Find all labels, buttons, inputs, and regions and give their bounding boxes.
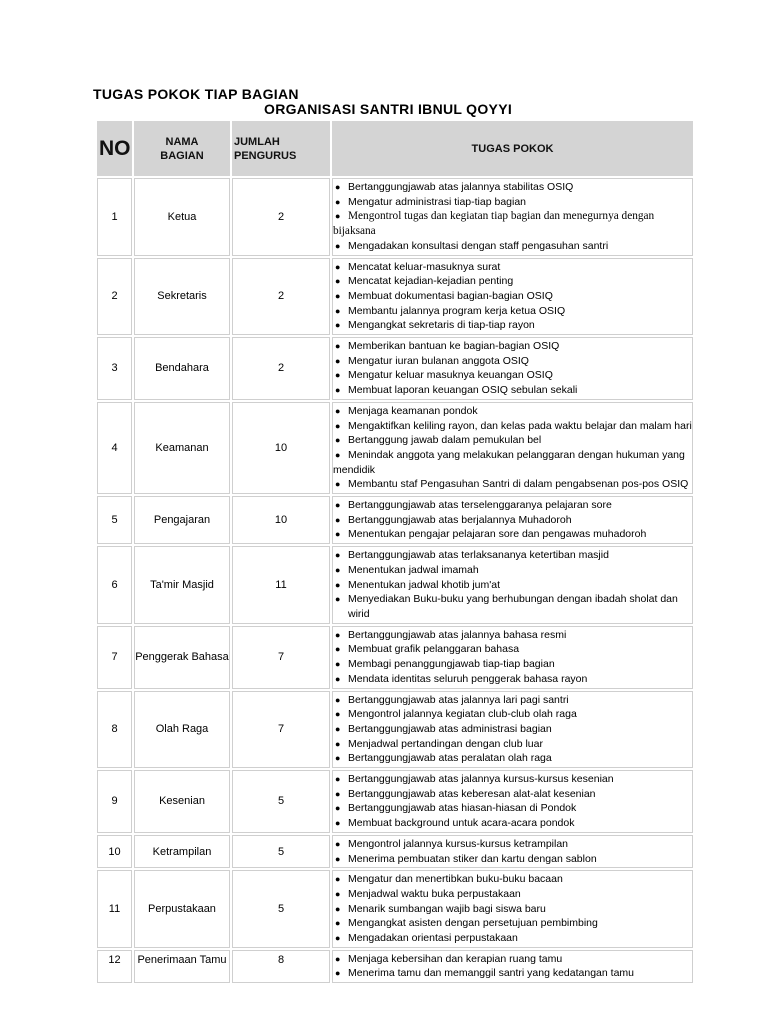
bullet-icon: ●: [335, 341, 341, 352]
bullet-icon: ●: [335, 579, 341, 590]
task-list: [333, 692, 692, 768]
cell-tugas-pokok: [332, 258, 693, 336]
header-jumlah-line2: PENGURUS: [234, 149, 297, 162]
bullet-icon: ●: [335, 838, 341, 849]
bullet-icon: ●: [335, 673, 341, 684]
task-item: [333, 801, 692, 816]
task-item: [333, 916, 692, 931]
header-nama-line1: NAMA: [165, 135, 199, 148]
task-text: Mengatur administrasi tiap-tiap bagian: [348, 195, 527, 208]
header-nama-bagian: [134, 121, 230, 176]
bullet-icon: ●: [335, 529, 341, 540]
task-text: Menjadwal pertandingan dengan club luar: [348, 737, 543, 750]
table-row: [97, 626, 693, 689]
bullet-icon: ●: [335, 405, 341, 416]
task-text: Bertanggungjawab atas terlaksananya ketertiban masjid: [348, 549, 609, 562]
task-list: [333, 627, 692, 688]
cell-tugas-pokok: [332, 835, 693, 868]
task-item: [333, 180, 692, 195]
task-text: Mencatat kejadian-kejadian penting: [348, 275, 514, 288]
bullet-icon: ●: [335, 479, 341, 490]
cell-tugas-pokok: [332, 337, 693, 400]
task-text: Bertanggungjawab atas jalannya bahasa resmi: [348, 628, 567, 641]
task-item: [333, 592, 692, 621]
task-text: Bertanggungjawab atas jalannya kursus-kursus kesenian: [348, 773, 614, 786]
task-text: Bertanggungjawab atas jalannya stabilitas OSIQ: [348, 181, 574, 193]
cell-no: 4: [97, 402, 132, 494]
bullet-icon: ●: [335, 550, 341, 561]
cell-no: 3: [97, 337, 132, 400]
table-row: [97, 337, 693, 400]
task-item: [333, 737, 692, 752]
task-text: Mengadakan konsultasi dengan staff pengasuhan santri: [348, 239, 609, 252]
table-row: [97, 258, 693, 336]
task-list: [333, 871, 692, 947]
task-item: [333, 837, 692, 852]
task-item: [333, 931, 692, 946]
task-item: [333, 628, 692, 643]
cell-no: 10: [97, 835, 132, 868]
bullet-icon: ●: [335, 918, 341, 929]
bullet-icon: ●: [335, 659, 341, 670]
bullet-icon: ●: [335, 564, 341, 575]
cell-jumlah-pengurus: 8: [232, 950, 330, 983]
document-subtitle: ORGANISASI SANTRI IBNUL QOYYI: [264, 101, 513, 117]
cell-nama-bagian: Olah Raga: [134, 691, 230, 769]
bullet-icon: ●: [335, 888, 341, 899]
bullet-icon: ●: [335, 435, 341, 446]
cell-jumlah-pengurus: 2: [232, 178, 330, 256]
table-header-row: [97, 121, 693, 176]
bullet-icon: ●: [335, 709, 341, 720]
bullet-icon: ●: [335, 355, 341, 366]
bullet-icon: ●: [335, 774, 341, 785]
cell-nama-bagian: Pengajaran: [134, 496, 230, 544]
task-item: [333, 289, 692, 304]
task-item: [333, 304, 692, 319]
table-row: [97, 770, 693, 833]
cell-tugas-pokok: [332, 496, 693, 544]
task-item: [333, 707, 692, 722]
bullet-icon: ●: [335, 953, 341, 964]
cell-no: 7: [97, 626, 132, 689]
cell-tugas-pokok: [332, 770, 693, 833]
bullet-icon: ●: [335, 933, 341, 944]
cell-tugas-pokok: [332, 546, 693, 624]
table-row: [97, 950, 693, 983]
task-item: [333, 902, 692, 917]
cell-jumlah-pengurus: 7: [232, 691, 330, 769]
task-item: [333, 548, 692, 563]
task-text: Membuat grafik pelanggaran bahasa: [348, 643, 520, 656]
task-item: [333, 354, 692, 369]
cell-nama-bagian: Kesenian: [134, 770, 230, 833]
cell-jumlah-pengurus: 5: [232, 870, 330, 948]
task-item: [333, 787, 692, 802]
cell-tugas-pokok: [332, 178, 693, 256]
bullet-icon: ●: [335, 803, 341, 814]
bullet-icon: ●: [335, 290, 341, 301]
task-item: [333, 419, 692, 434]
task-text: Membuat laporan keuangan OSIQ sebulan sekali: [348, 384, 578, 397]
bullet-icon: ●: [335, 182, 341, 192]
task-text: Menentukan jadwal khotib jum'at: [348, 578, 501, 591]
bullet-icon: ●: [335, 968, 341, 979]
duties-table: [95, 119, 695, 985]
task-text: Mencatat keluar-masuknya surat: [348, 260, 501, 273]
task-list: [333, 547, 692, 623]
task-text: Bertanggungjawab atas keberesan alat-alat kesenian: [348, 787, 596, 800]
task-text: Bertanggung jawab dalam pemukulan bel: [348, 434, 542, 447]
task-text: Membantu jalannya program kerja ketua OSIQ: [348, 304, 566, 317]
task-list: [333, 951, 692, 982]
cell-no: 6: [97, 546, 132, 624]
bullet-icon: ●: [335, 788, 341, 799]
task-text: Bertanggungjawab atas administrasi bagian: [348, 722, 552, 735]
task-item: [333, 887, 692, 902]
cell-no: 1: [97, 178, 132, 256]
task-item: [333, 642, 692, 657]
task-text: Mengaktifkan keliling rayon, dan kelas pada waktu belajar dan malam hari: [348, 419, 692, 432]
bullet-icon: ●: [335, 370, 341, 381]
header-jumlah-line1: JUMLAH: [234, 135, 280, 148]
bullet-icon: ●: [335, 903, 341, 914]
cell-nama-bagian: Penggerak Bahasa: [134, 626, 230, 689]
bullet-icon: ●: [335, 723, 341, 734]
task-text: Membuat background untuk acara-acara pondok: [348, 817, 575, 830]
task-text: Mengangkat sekretaris di tiap-tiap rayon: [348, 319, 535, 332]
bullet-icon: ●: [335, 753, 341, 764]
task-item: [333, 368, 692, 383]
cell-nama-bagian: Ketua: [134, 178, 230, 256]
task-text: Menjaga keamanan pondok: [348, 404, 478, 417]
cell-nama-bagian: Sekretaris: [134, 258, 230, 336]
bullet-icon: ●: [335, 874, 341, 885]
table-row: [97, 496, 693, 544]
task-item: [333, 339, 692, 354]
task-list: [333, 836, 692, 867]
task-list: [333, 497, 692, 543]
header-jumlah-pengurus: [232, 121, 330, 176]
task-text: Mengontrol jalannya kegiatan club-club olah raga: [348, 708, 577, 721]
cell-nama-bagian: Keamanan: [134, 402, 230, 494]
task-item: [333, 657, 692, 672]
task-item: [333, 477, 692, 492]
bullet-icon: ●: [335, 211, 341, 222]
task-item: [333, 527, 692, 542]
task-item: [333, 513, 692, 528]
cell-no: 2: [97, 258, 132, 336]
bullet-icon: ●: [335, 818, 341, 829]
task-item: [333, 722, 692, 737]
cell-tugas-pokok: [332, 950, 693, 983]
cell-no: 8: [97, 691, 132, 769]
cell-nama-bagian: Perpustakaan: [134, 870, 230, 948]
bullet-icon: ●: [335, 853, 341, 864]
table-row: [97, 691, 693, 769]
task-text: Mengatur keluar masuknya keuangan OSIQ: [348, 369, 553, 382]
task-text: Bertanggungjawab atas hiasan-hiasan di Pondok: [348, 802, 577, 815]
task-text: Bertanggungjawab atas terselenggaranya pelajaran sore: [348, 499, 612, 512]
cell-nama-bagian: Ketrampilan: [134, 835, 230, 868]
cell-jumlah-pengurus: 10: [232, 496, 330, 544]
table-row: [97, 835, 693, 868]
task-item: [333, 274, 692, 289]
task-text: Memberikan bantuan ke bagian-bagian OSIQ: [348, 340, 560, 353]
cell-tugas-pokok: [332, 402, 693, 494]
cell-tugas-pokok: [332, 626, 693, 689]
task-item: [333, 816, 692, 831]
task-list: [333, 403, 692, 493]
document-title: TUGAS POKOK TIAP BAGIAN: [93, 86, 299, 102]
task-text: Mengatur dan menertibkan buku-buku bacaan: [348, 873, 563, 886]
task-text: Membuat dokumentasi bagian-bagian OSIQ: [348, 289, 553, 302]
header-tugas-pokok: TUGAS POKOK: [332, 121, 693, 176]
table-row: [97, 870, 693, 948]
task-text: Bertanggungjawab atas jalannya lari pagi santri: [348, 693, 569, 706]
task-text: Membantu staf Pengasuhan Santri di dalam pengabsenan pos-pos OSIQ: [348, 478, 689, 491]
task-text: Menerima tamu dan memanggil santri yang kedatangan tamu: [348, 967, 634, 980]
bullet-icon: ●: [335, 320, 341, 331]
cell-no: 12: [97, 950, 132, 983]
table-row: [97, 546, 693, 624]
bullet-icon: ●: [335, 261, 341, 272]
cell-tugas-pokok: [332, 691, 693, 769]
task-text: Menerima pembuatan stiker dan kartu dengan sablon: [348, 852, 597, 865]
cell-nama-bagian: Bendahara: [134, 337, 230, 400]
bullet-icon: ●: [335, 694, 341, 705]
cell-jumlah-pengurus: 11: [232, 546, 330, 624]
task-item: [333, 693, 692, 708]
bullet-icon: ●: [335, 240, 341, 251]
cell-nama-bagian: Ta'mir Masjid: [134, 546, 230, 624]
cell-no: 5: [97, 496, 132, 544]
task-item: [333, 209, 692, 238]
task-text: Menyediakan Buku-buku yang berhubungan dengan ibadah sholat dan wirid: [348, 593, 678, 620]
task-item: [333, 239, 692, 254]
task-item: [333, 772, 692, 787]
cell-jumlah-pengurus: 7: [232, 626, 330, 689]
header-no: NO: [97, 121, 132, 176]
task-item: [333, 498, 692, 513]
task-text: Mengatur iuran bulanan anggota OSIQ: [348, 354, 529, 367]
bullet-icon: ●: [335, 449, 341, 460]
cell-jumlah-pengurus: 2: [232, 337, 330, 400]
cell-jumlah-pengurus: 10: [232, 402, 330, 494]
task-list: [333, 259, 692, 335]
bullet-icon: ●: [335, 305, 341, 316]
task-item: [333, 563, 692, 578]
cell-nama-bagian: Penerimaan Tamu: [134, 950, 230, 983]
cell-jumlah-pengurus: 5: [232, 770, 330, 833]
cell-jumlah-pengurus: 2: [232, 258, 330, 336]
task-text: Mengangkat asisten dengan persetujuan pembimbing: [348, 917, 598, 930]
task-text: Menjaga kebersihan dan kerapian ruang tamu: [348, 952, 563, 965]
cell-jumlah-pengurus: 5: [232, 835, 330, 868]
bullet-icon: ●: [335, 196, 341, 207]
task-item: [333, 672, 692, 687]
task-item: [333, 966, 692, 981]
task-item: [333, 852, 692, 867]
bullet-icon: ●: [335, 594, 341, 605]
task-item: [333, 383, 692, 398]
task-text: Menjadwal waktu buka perpustakaan: [348, 887, 521, 900]
task-text: Menentukan pengajar pelajaran sore dan pengawas muhadoroh: [348, 528, 647, 541]
task-item: [333, 872, 692, 887]
bullet-icon: ●: [335, 629, 341, 640]
cell-tugas-pokok: [332, 870, 693, 948]
bullet-icon: ●: [335, 276, 341, 287]
task-text: Menindak anggota yang melakukan pelanggaran dengan hukuman yang mendidik: [333, 448, 685, 476]
task-item: [333, 952, 692, 967]
task-text: Mengadakan orientasi perpustakaan: [348, 932, 518, 945]
task-list: [333, 771, 692, 832]
task-item: [333, 578, 692, 593]
task-text: Mengontrol jalannya kursus-kursus ketrampilan: [348, 837, 569, 850]
table-row: [97, 178, 693, 256]
table-row: [97, 402, 693, 494]
bullet-icon: ●: [335, 420, 341, 431]
task-text: Menarik sumbangan wajib bagi siswa baru: [348, 902, 546, 915]
cell-no: 9: [97, 770, 132, 833]
task-item: [333, 260, 692, 275]
task-text: Menentukan jadwal imamah: [348, 563, 479, 576]
task-text: Membagi penanggungjawab tiap-tiap bagian: [348, 658, 555, 671]
task-item: [333, 318, 692, 333]
header-nama-line2: BAGIAN: [160, 149, 204, 162]
task-list: [333, 338, 692, 399]
task-text: Mengontrol tugas dan kegiatan tiap bagian dan menegurnya dengan bijaksana: [333, 210, 655, 238]
task-text: Bertanggungjawab atas peralatan olah raga: [348, 752, 552, 765]
cell-no: 11: [97, 870, 132, 948]
task-item: [333, 404, 692, 419]
task-item: [333, 751, 692, 766]
bullet-icon: ●: [335, 738, 341, 749]
bullet-icon: ●: [335, 644, 341, 655]
task-item: [333, 433, 692, 448]
bullet-icon: ●: [335, 385, 341, 396]
task-list: [333, 179, 692, 255]
task-item: [333, 448, 692, 477]
bullet-icon: ●: [335, 500, 341, 511]
bullet-icon: ●: [335, 514, 341, 525]
task-text: Bertanggungjawab atas berjalannya Muhadoroh: [348, 513, 572, 526]
task-item: [333, 195, 692, 210]
task-text: Mendata identitas seluruh penggerak bahasa rayon: [348, 672, 588, 685]
